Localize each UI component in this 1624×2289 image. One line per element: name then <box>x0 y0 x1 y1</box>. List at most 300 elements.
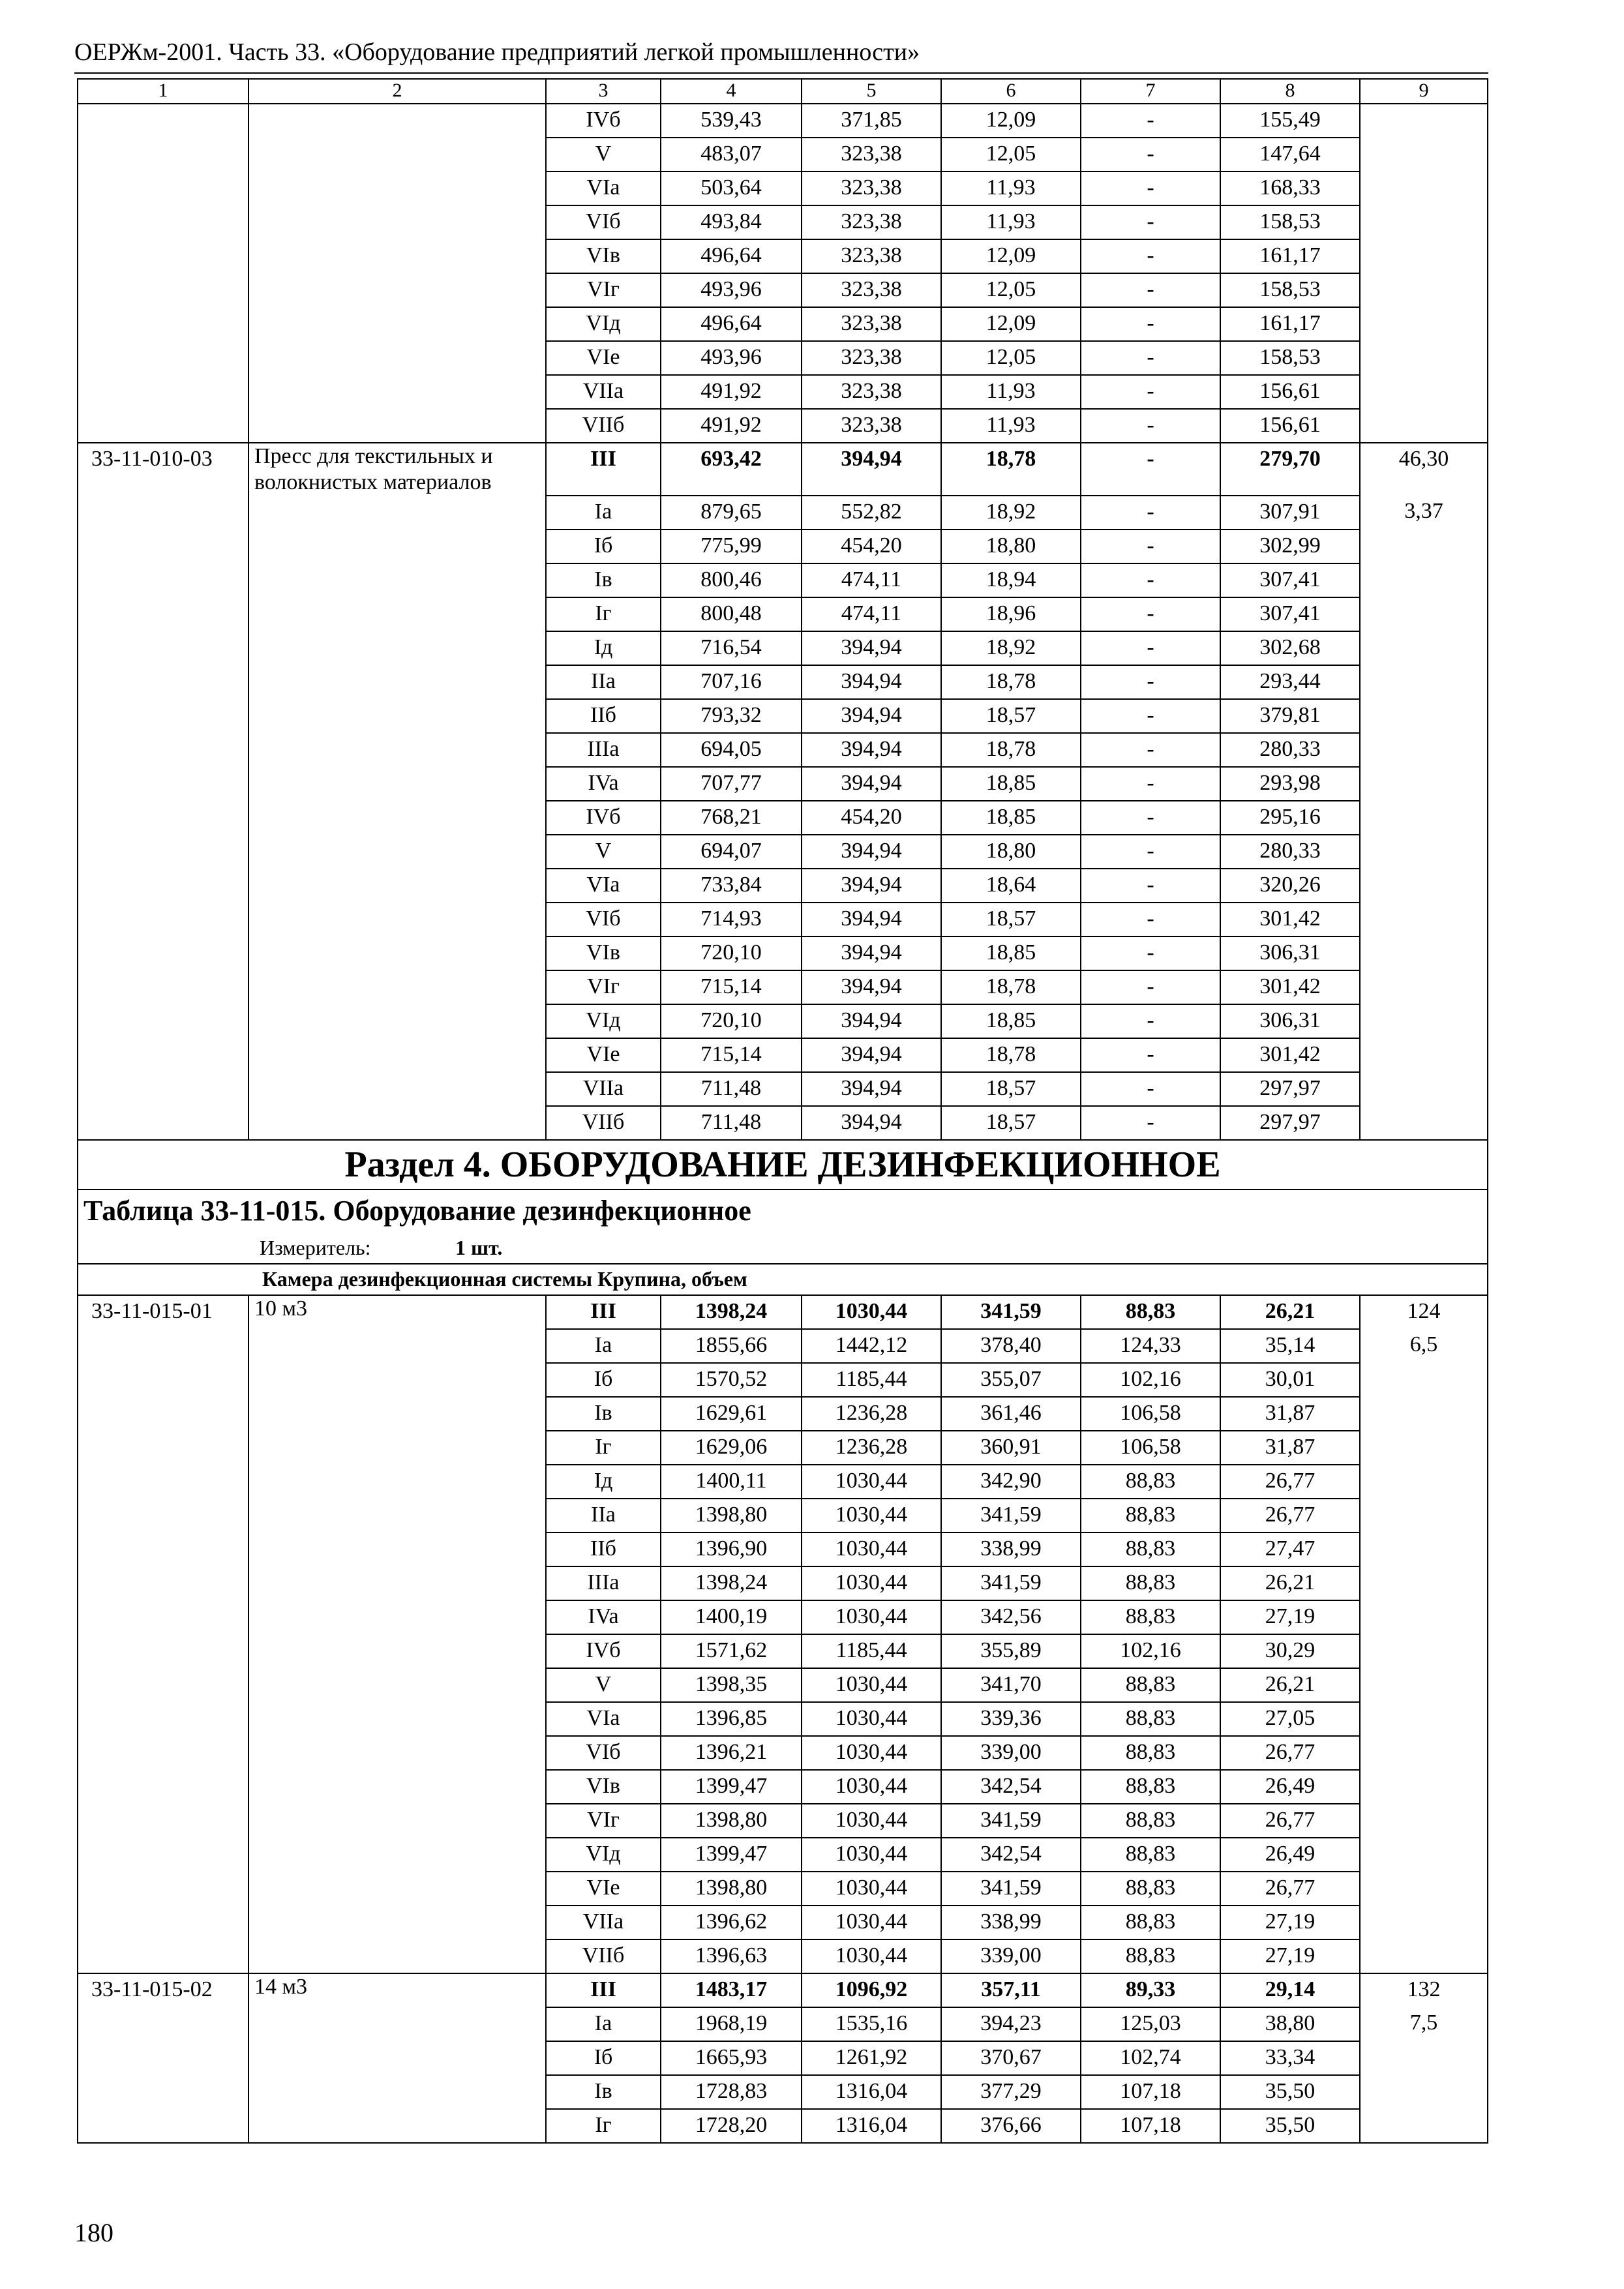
value-cell: 394,94 <box>802 903 941 936</box>
value-cell: 18,57 <box>941 903 1081 936</box>
blank-cell <box>248 1329 546 1363</box>
zone-cell: VIe <box>546 1872 661 1906</box>
value-cell: 18,92 <box>941 631 1081 665</box>
blank-cell <box>1360 1072 1488 1106</box>
value-cell: 88,83 <box>1081 1939 1220 1973</box>
value-cell: 720,10 <box>661 1004 802 1038</box>
value-cell: 26,49 <box>1220 1838 1360 1872</box>
blank-cell <box>1360 1363 1488 1397</box>
value-cell: 30,01 <box>1220 1363 1360 1397</box>
zone-cell: VIв <box>546 239 661 273</box>
value-cell: 360,91 <box>941 1431 1081 1465</box>
value-cell: 26,21 <box>1220 1566 1360 1600</box>
table-row <box>78 1838 1488 1872</box>
value-cell: 107,18 <box>1081 2109 1220 2143</box>
value-cell: 1396,63 <box>661 1939 802 1973</box>
blank-cell <box>78 903 248 936</box>
value-cell: 379,81 <box>1220 699 1360 733</box>
value-cell: 376,66 <box>941 2109 1081 2143</box>
value-cell: 279,70 <box>1220 443 1360 496</box>
value-cell: 454,20 <box>802 801 941 835</box>
blank-cell <box>248 1106 546 1140</box>
blank-cell <box>248 205 546 239</box>
value-cell: 341,70 <box>941 1668 1081 1702</box>
index-value: 6,5 <box>1360 1329 1488 1363</box>
table-row <box>78 733 1488 767</box>
table-row <box>78 1499 1488 1533</box>
value-cell: 339,00 <box>941 1736 1081 1770</box>
blank-cell <box>78 1106 248 1140</box>
blank-cell <box>1360 1038 1488 1072</box>
blank-cell <box>248 563 546 597</box>
value-cell: 88,83 <box>1081 1770 1220 1804</box>
value-cell: 88,83 <box>1081 1804 1220 1838</box>
value-cell: 1396,85 <box>661 1702 802 1736</box>
blank-cell <box>248 699 546 733</box>
table-row <box>78 409 1488 443</box>
value-cell: 88,83 <box>1081 1736 1220 1770</box>
zone-cell: VIIб <box>546 1106 661 1140</box>
zone-cell: Iд <box>546 1465 661 1499</box>
zone-cell: IVб <box>546 1634 661 1668</box>
blank-cell <box>248 1736 546 1770</box>
value-cell: 301,42 <box>1220 1038 1360 1072</box>
value-cell: 1030,44 <box>802 1566 941 1600</box>
value-cell: 297,97 <box>1220 1106 1360 1140</box>
blank-cell <box>248 2075 546 2109</box>
zone-cell: Iв <box>546 1397 661 1431</box>
column-number: 7 <box>1081 79 1220 104</box>
value-cell: - <box>1081 1106 1220 1140</box>
zone-cell: VIIa <box>546 1906 661 1939</box>
zone-cell: IIб <box>546 1533 661 1566</box>
blank-cell <box>78 1533 248 1566</box>
index-value: 3,37 <box>1360 496 1488 530</box>
table-row <box>78 1939 1488 1973</box>
value-cell: 301,42 <box>1220 970 1360 1004</box>
value-cell: 1396,21 <box>661 1736 802 1770</box>
value-cell: 339,36 <box>941 1702 1081 1736</box>
value-cell: 12,05 <box>941 341 1081 375</box>
measure-value: 1 шт. <box>455 1236 503 1259</box>
group-row <box>78 1264 1488 1295</box>
column-number: 3 <box>546 79 661 104</box>
value-cell: 323,38 <box>802 375 941 409</box>
value-cell: 30,29 <box>1220 1634 1360 1668</box>
value-cell: 158,53 <box>1220 205 1360 239</box>
value-cell: - <box>1081 631 1220 665</box>
table-row <box>78 869 1488 903</box>
value-cell: 483,07 <box>661 138 802 172</box>
blank-cell <box>1360 205 1488 239</box>
blank-cell <box>1360 1668 1488 1702</box>
value-cell: 88,83 <box>1081 1668 1220 1702</box>
blank-cell <box>78 104 248 138</box>
blank-cell <box>248 1838 546 1872</box>
value-cell: 27,19 <box>1220 1939 1360 1973</box>
value-cell: 1396,90 <box>661 1533 802 1566</box>
blank-cell <box>248 1804 546 1838</box>
blank-cell <box>78 1004 248 1038</box>
value-cell: 800,48 <box>661 597 802 631</box>
value-cell: - <box>1081 1072 1220 1106</box>
zone-cell: IVa <box>546 767 661 801</box>
blank-cell <box>1360 307 1488 341</box>
table-row <box>78 2007 1488 2041</box>
value-cell: 341,59 <box>941 1566 1081 1600</box>
blank-cell <box>78 409 248 443</box>
blank-cell <box>78 172 248 205</box>
value-cell: 155,49 <box>1220 104 1360 138</box>
table-row <box>78 2041 1488 2075</box>
item-name: 14 м3 <box>248 1973 546 2007</box>
table-row <box>78 1702 1488 1736</box>
table-row <box>78 767 1488 801</box>
value-cell: 280,33 <box>1220 835 1360 869</box>
value-cell: 106,58 <box>1081 1431 1220 1465</box>
value-cell: 394,94 <box>802 443 941 496</box>
blank-cell <box>248 1499 546 1533</box>
blank-cell <box>248 341 546 375</box>
value-cell: 539,43 <box>661 104 802 138</box>
blank-cell <box>1360 970 1488 1004</box>
value-cell: 295,16 <box>1220 801 1360 835</box>
blank-cell <box>248 375 546 409</box>
value-cell: - <box>1081 239 1220 273</box>
zone-cell: VIг <box>546 273 661 307</box>
zone-cell: Ia <box>546 496 661 530</box>
zone-cell: VIб <box>546 903 661 936</box>
value-cell: - <box>1081 903 1220 936</box>
value-cell: 1030,44 <box>802 1872 941 1906</box>
value-cell: 474,11 <box>802 563 941 597</box>
blank-cell <box>248 631 546 665</box>
value-cell: 88,83 <box>1081 1499 1220 1533</box>
value-cell: - <box>1081 138 1220 172</box>
value-cell: 88,83 <box>1081 1533 1220 1566</box>
value-cell: 102,74 <box>1081 2041 1220 2075</box>
value-cell: - <box>1081 205 1220 239</box>
value-cell: 552,82 <box>802 496 941 530</box>
value-cell: 800,46 <box>661 563 802 597</box>
measure-cell <box>78 1233 1488 1264</box>
value-cell: 1399,47 <box>661 1770 802 1804</box>
zone-cell: VIa <box>546 1702 661 1736</box>
value-cell: 394,94 <box>802 699 941 733</box>
value-cell: 496,64 <box>661 307 802 341</box>
value-cell: - <box>1081 1004 1220 1038</box>
blank-cell <box>78 2075 248 2109</box>
blank-cell <box>1360 1634 1488 1668</box>
blank-cell <box>248 1004 546 1038</box>
value-cell: 102,16 <box>1081 1634 1220 1668</box>
table-row <box>78 631 1488 665</box>
value-cell: 301,42 <box>1220 903 1360 936</box>
value-cell: 26,21 <box>1220 1295 1360 1329</box>
value-cell: 18,78 <box>941 443 1081 496</box>
blank-cell <box>1360 1397 1488 1431</box>
value-cell: 1030,44 <box>802 1838 941 1872</box>
blank-cell <box>1360 767 1488 801</box>
value-cell: 394,94 <box>802 1038 941 1072</box>
blank-cell <box>248 869 546 903</box>
value-cell: 31,87 <box>1220 1431 1360 1465</box>
blank-cell <box>78 530 248 563</box>
value-cell: 26,77 <box>1220 1736 1360 1770</box>
value-cell: 394,94 <box>802 631 941 665</box>
zone-cell: III <box>546 1973 661 2007</box>
value-cell: 715,14 <box>661 970 802 1004</box>
value-cell: 323,38 <box>802 307 941 341</box>
value-cell: 341,59 <box>941 1499 1081 1533</box>
value-cell: 27,47 <box>1220 1533 1360 1566</box>
value-cell: 1570,52 <box>661 1363 802 1397</box>
blank-cell <box>78 1499 248 1533</box>
blank-cell <box>78 2007 248 2041</box>
table-row <box>78 1329 1488 1363</box>
blank-cell <box>248 496 546 530</box>
blank-cell <box>78 138 248 172</box>
zone-cell: VIe <box>546 341 661 375</box>
value-cell: 18,85 <box>941 767 1081 801</box>
value-cell: 339,00 <box>941 1939 1081 1973</box>
value-cell: - <box>1081 665 1220 699</box>
value-cell: 18,57 <box>941 1072 1081 1106</box>
value-cell: 503,64 <box>661 172 802 205</box>
value-cell: 18,78 <box>941 1038 1081 1072</box>
value-cell: 18,57 <box>941 699 1081 733</box>
blank-cell <box>78 1770 248 1804</box>
blank-cell <box>1360 2075 1488 2109</box>
value-cell: 26,77 <box>1220 1804 1360 1838</box>
value-cell: - <box>1081 409 1220 443</box>
blank-cell <box>78 1838 248 1872</box>
blank-cell <box>248 733 546 767</box>
blank-cell <box>1360 375 1488 409</box>
column-number: 1 <box>78 79 248 104</box>
blank-cell <box>78 341 248 375</box>
blank-cell <box>1360 835 1488 869</box>
blank-cell <box>248 273 546 307</box>
value-cell: - <box>1081 733 1220 767</box>
table-row <box>78 239 1488 273</box>
blank-cell <box>78 665 248 699</box>
value-cell: 1030,44 <box>802 1465 941 1499</box>
value-cell: 720,10 <box>661 936 802 970</box>
blank-cell <box>1360 665 1488 699</box>
value-cell: 1030,44 <box>802 1295 941 1329</box>
value-cell: 88,83 <box>1081 1906 1220 1939</box>
blank-cell <box>1360 1906 1488 1939</box>
zone-cell: Iд <box>546 631 661 665</box>
value-cell: 1030,44 <box>802 1533 941 1566</box>
value-cell: 107,18 <box>1081 2075 1220 2109</box>
blank-cell <box>78 273 248 307</box>
zone-cell: V <box>546 1668 661 1702</box>
value-cell: 1968,19 <box>661 2007 802 2041</box>
blank-cell <box>78 205 248 239</box>
value-cell: 1398,80 <box>661 1872 802 1906</box>
table-row <box>78 1004 1488 1038</box>
value-cell: 323,38 <box>802 409 941 443</box>
zone-cell: VIIa <box>546 375 661 409</box>
blank-cell <box>78 733 248 767</box>
value-cell: - <box>1081 496 1220 530</box>
zone-cell: Iг <box>546 1431 661 1465</box>
blank-cell <box>248 1872 546 1906</box>
value-cell: 156,61 <box>1220 375 1360 409</box>
blank-cell <box>1360 1566 1488 1600</box>
value-cell: 102,16 <box>1081 1363 1220 1397</box>
value-cell: 714,93 <box>661 903 802 936</box>
value-cell: 125,03 <box>1081 2007 1220 2041</box>
zone-cell: V <box>546 138 661 172</box>
index-value: 132 <box>1360 1973 1488 2007</box>
value-cell: 341,59 <box>941 1295 1081 1329</box>
value-cell: 496,64 <box>661 239 802 273</box>
value-cell: 26,77 <box>1220 1872 1360 1906</box>
blank-cell <box>248 1906 546 1939</box>
value-cell: 1398,80 <box>661 1499 802 1533</box>
blank-cell <box>248 1770 546 1804</box>
blank-cell <box>248 970 546 1004</box>
column-number: 9 <box>1360 79 1488 104</box>
blank-cell <box>1360 1533 1488 1566</box>
value-cell: 320,26 <box>1220 869 1360 903</box>
blank-cell <box>1360 1770 1488 1804</box>
table-row <box>78 1872 1488 1906</box>
blank-cell <box>248 1072 546 1106</box>
value-cell: - <box>1081 273 1220 307</box>
blank-cell <box>1360 1804 1488 1838</box>
blank-cell <box>1360 409 1488 443</box>
blank-cell <box>1360 104 1488 138</box>
blank-cell <box>248 1533 546 1566</box>
value-cell: 35,14 <box>1220 1329 1360 1363</box>
value-cell: 18,94 <box>941 563 1081 597</box>
zone-cell: Iв <box>546 563 661 597</box>
value-cell: 1571,62 <box>661 1634 802 1668</box>
zone-cell: IIIa <box>546 1566 661 1600</box>
value-cell: 18,64 <box>941 869 1081 903</box>
value-cell: 89,33 <box>1081 1973 1220 2007</box>
table-row <box>78 1804 1488 1838</box>
blank-cell <box>78 869 248 903</box>
value-cell: 370,67 <box>941 2041 1081 2075</box>
blank-cell <box>78 2041 248 2075</box>
value-cell: 302,99 <box>1220 530 1360 563</box>
zone-cell: VIг <box>546 970 661 1004</box>
blank-cell <box>1360 733 1488 767</box>
value-cell: 307,91 <box>1220 496 1360 530</box>
table-row <box>78 1295 1488 1329</box>
value-cell: 1483,17 <box>661 1973 802 2007</box>
value-cell: 1398,24 <box>661 1566 802 1600</box>
value-cell: 147,64 <box>1220 138 1360 172</box>
zone-cell: VIб <box>546 205 661 239</box>
table-row <box>78 104 1488 138</box>
value-cell: 1261,92 <box>802 2041 941 2075</box>
blank-cell <box>248 801 546 835</box>
value-cell: 394,94 <box>802 1106 941 1140</box>
measure-label: Измеритель: <box>260 1236 371 1259</box>
blank-cell <box>248 1397 546 1431</box>
value-cell: 1396,62 <box>661 1906 802 1939</box>
blank-cell <box>78 307 248 341</box>
item-code: 33-11-015-01 <box>78 1295 248 1329</box>
value-cell: 88,83 <box>1081 1838 1220 1872</box>
zone-cell: VIв <box>546 936 661 970</box>
value-cell: 715,14 <box>661 1038 802 1072</box>
table-row <box>78 1973 1488 2007</box>
blank-cell <box>78 1668 248 1702</box>
zone-cell: IIa <box>546 1499 661 1533</box>
table-row <box>78 1431 1488 1465</box>
value-cell: - <box>1081 936 1220 970</box>
value-cell: 1096,92 <box>802 1973 941 2007</box>
value-cell: 12,05 <box>941 273 1081 307</box>
zone-cell: IVa <box>546 1600 661 1634</box>
blank-cell <box>78 239 248 273</box>
blank-cell <box>248 1668 546 1702</box>
blank-cell <box>1360 869 1488 903</box>
value-cell: 31,87 <box>1220 1397 1360 1431</box>
blank-cell <box>1360 172 1488 205</box>
value-cell: 1030,44 <box>802 1600 941 1634</box>
blank-cell <box>248 1431 546 1465</box>
table-row <box>78 597 1488 631</box>
value-cell: 18,85 <box>941 936 1081 970</box>
index-value: 124 <box>1360 1295 1488 1329</box>
value-cell: 158,53 <box>1220 273 1360 307</box>
zone-cell: VIIб <box>546 409 661 443</box>
column-number-row <box>78 79 1488 104</box>
blank-cell <box>1360 1872 1488 1906</box>
blank-cell <box>78 1906 248 1939</box>
value-cell: 12,09 <box>941 239 1081 273</box>
zone-cell: VIIб <box>546 1939 661 1973</box>
value-cell: 88,83 <box>1081 1600 1220 1634</box>
value-cell: 1398,24 <box>661 1295 802 1329</box>
value-cell: - <box>1081 443 1220 496</box>
value-cell: - <box>1081 104 1220 138</box>
value-cell: 394,94 <box>802 869 941 903</box>
value-cell: 474,11 <box>802 597 941 631</box>
value-cell: - <box>1081 375 1220 409</box>
blank-cell <box>1360 1465 1488 1499</box>
value-cell: 306,31 <box>1220 936 1360 970</box>
value-cell: 694,07 <box>661 835 802 869</box>
zone-cell: IIб <box>546 699 661 733</box>
value-cell: 18,78 <box>941 665 1081 699</box>
blank-cell <box>248 239 546 273</box>
blank-cell <box>1360 273 1488 307</box>
value-cell: 12,09 <box>941 307 1081 341</box>
value-cell: 716,54 <box>661 631 802 665</box>
value-cell: 161,17 <box>1220 239 1360 273</box>
blank-cell <box>248 903 546 936</box>
table-row <box>78 563 1488 597</box>
table-row <box>78 903 1488 936</box>
value-cell: 342,54 <box>941 1838 1081 1872</box>
value-cell: 361,46 <box>941 1397 1081 1431</box>
table-row <box>78 1072 1488 1106</box>
value-cell: 493,96 <box>661 273 802 307</box>
value-cell: 355,07 <box>941 1363 1081 1397</box>
blank-cell <box>248 2109 546 2143</box>
blank-cell <box>248 1566 546 1600</box>
value-cell: - <box>1081 307 1220 341</box>
